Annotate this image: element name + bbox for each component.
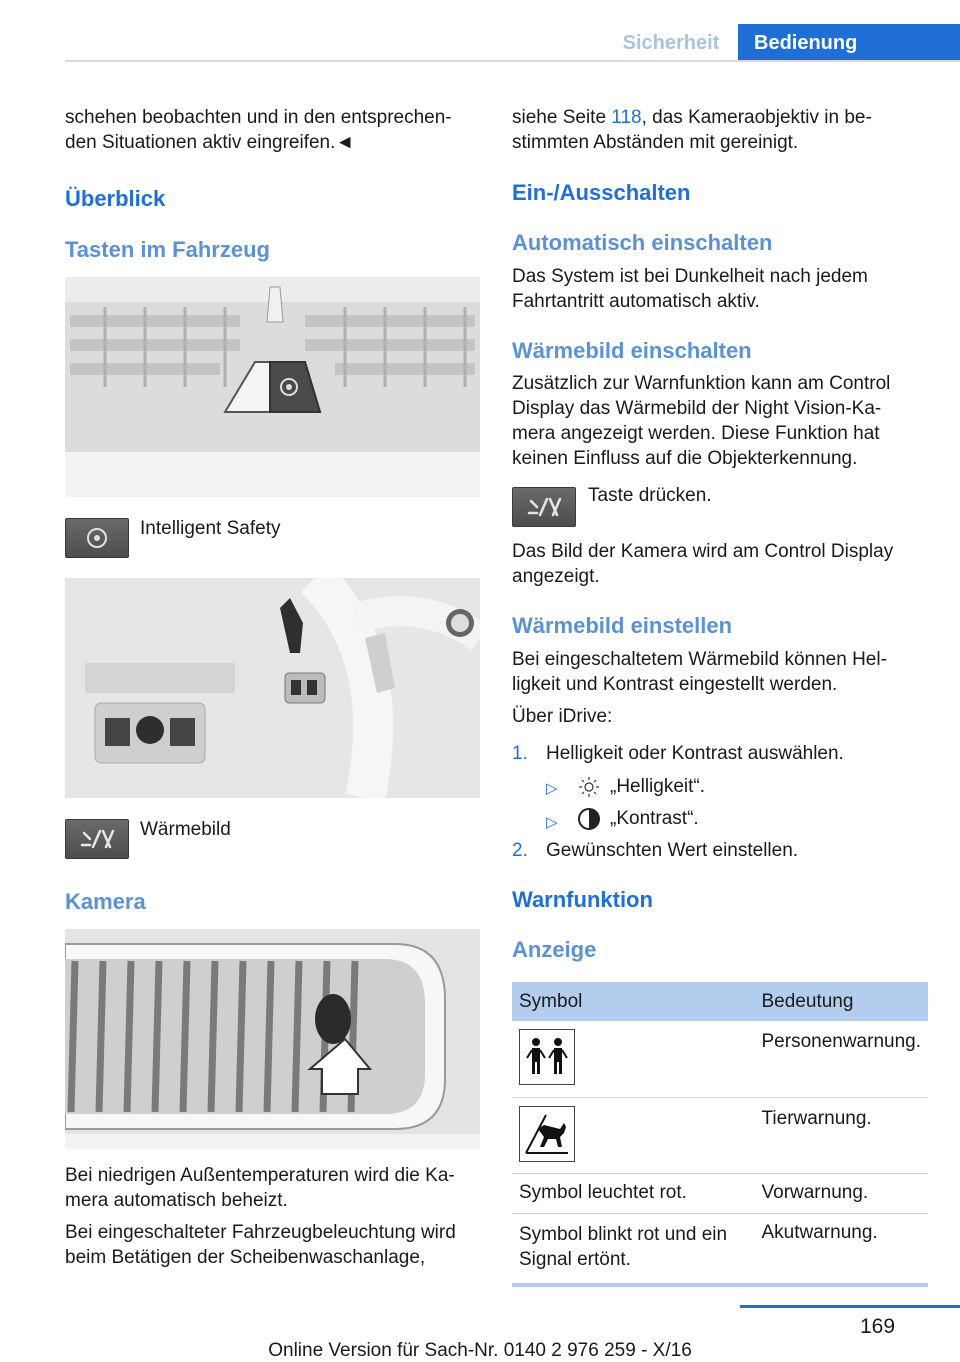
camera-heating-text: Bei niedrigen Außentemperaturen wird die Ka- mera automatisch beheizt. [65, 1165, 455, 1211]
page-number: 169 [860, 1315, 896, 1338]
footer-version: Online Version für Sach-Nr. 0140 2 976 259 - X/16 [268, 1340, 692, 1361]
meaning-animal-warning: Tierwarnung. [761, 1107, 872, 1129]
idrive-text: Über iDrive: [512, 706, 613, 727]
meaning-person-warning: Personenwarnung. [761, 1031, 921, 1052]
thermal-image-label: Wärmebild [140, 819, 231, 840]
heading-overview: Überblick [65, 186, 166, 211]
heading-auto-on: Automatisch einschalten [512, 230, 773, 255]
table-bottom-border [512, 1283, 928, 1287]
camera-image-text: Das Bild der Kamera wird am Control Display angezeigt. [512, 541, 894, 587]
heading-thermal-on: Wärmebild einschalten [512, 338, 752, 363]
header-divider [65, 60, 960, 62]
table-row [512, 1021, 928, 1097]
thermal-settings-text: Bei eingeschaltetem Wärmebild können Hel- ligkeit und Kontrast eingestellt werden. [512, 649, 887, 695]
camera-cleaning-text-cont: siehe Seite 118, das Kameraobjektiv in be- stimmten Abständen mit gereinigt. [512, 107, 872, 153]
table-row [512, 1097, 928, 1173]
heading-display: Anzeige [512, 937, 597, 962]
symbol-table [512, 982, 928, 1287]
tab-sicherheit[interactable]: Sicherheit [622, 32, 720, 54]
heading-camera: Kamera [65, 889, 146, 914]
intelligent-safety-button-icon [65, 518, 129, 558]
contrast-icon [576, 806, 602, 832]
steering-wheel-photo [65, 578, 480, 798]
night-vision-button-icon [512, 487, 576, 527]
intelligent-safety-label: Intelligent Safety [140, 518, 281, 539]
sub-marker-2: ▷ [546, 814, 558, 831]
intro-text: schehen beobachten und in den entsprechen- den Situationen aktiv eingreifen.◄ [65, 107, 452, 153]
meaning-acute-warning: Akutwarnung. [761, 1221, 878, 1243]
column-header-meaning: Bedeutung [761, 990, 854, 1012]
press-button-text: Taste drücken. [588, 485, 712, 506]
column-header-symbol: Symbol [519, 990, 583, 1012]
heading-thermal-settings: Wärmebild einstellen [512, 613, 733, 638]
table-row [512, 1173, 928, 1213]
page-link-118[interactable]: 118 [611, 107, 642, 128]
grille-camera-photo [65, 929, 480, 1149]
person-warning-icon [519, 1029, 575, 1085]
meaning-pre-warning: Vorwarnung. [761, 1182, 869, 1203]
step-2-text: Gewünschten Wert einstellen. [546, 840, 799, 861]
symbol-flashes-red: Symbol blinkt rot und ein Signal ertönt. [519, 1223, 728, 1270]
animal-warning-icon [519, 1106, 575, 1162]
footer-divider [740, 1305, 960, 1308]
auto-on-text: Das System ist bei Dunkelheit nach jedem Fahrtantritt automatisch aktiv. [512, 266, 868, 312]
heading-on-off: Ein-/Ausschalten [512, 180, 691, 205]
tab-bedienung[interactable]: Bedienung [738, 24, 960, 62]
sub-marker-1: ▷ [546, 780, 558, 797]
heading-buttons: Tasten im Fahrzeug [65, 237, 270, 262]
step-1-text: Helligkeit oder Kontrast auswählen. [546, 743, 844, 764]
night-vision-button-icon [65, 819, 129, 859]
brightness-icon [576, 774, 602, 800]
step-1-number: 1. [512, 743, 528, 764]
contrast-option: „Kontrast“. [610, 808, 699, 829]
dashboard-button-photo [65, 277, 480, 497]
step-2-number: 2. [512, 840, 528, 861]
table-header-row [512, 982, 928, 1021]
table-row [512, 1213, 928, 1283]
symbol-lights-red: Symbol leuchtet rot. [519, 1182, 687, 1203]
thermal-on-text: Zusätzlich zur Warnfunktion kann am Control Display das Wärmebild der Night Vision-Ka- mera angezeigt werden. Diese Funktion hat keinen Einfluss auf die Objekterkennung. [512, 373, 891, 469]
heading-warning-function: Warnfunktion [512, 887, 653, 912]
camera-cleaning-text: Bei eingeschalteter Fahrzeugbeleuchtung wird beim Betätigen der Scheibenwaschanlage, [65, 1222, 456, 1268]
brightness-option: „Helligkeit“. [610, 776, 706, 797]
